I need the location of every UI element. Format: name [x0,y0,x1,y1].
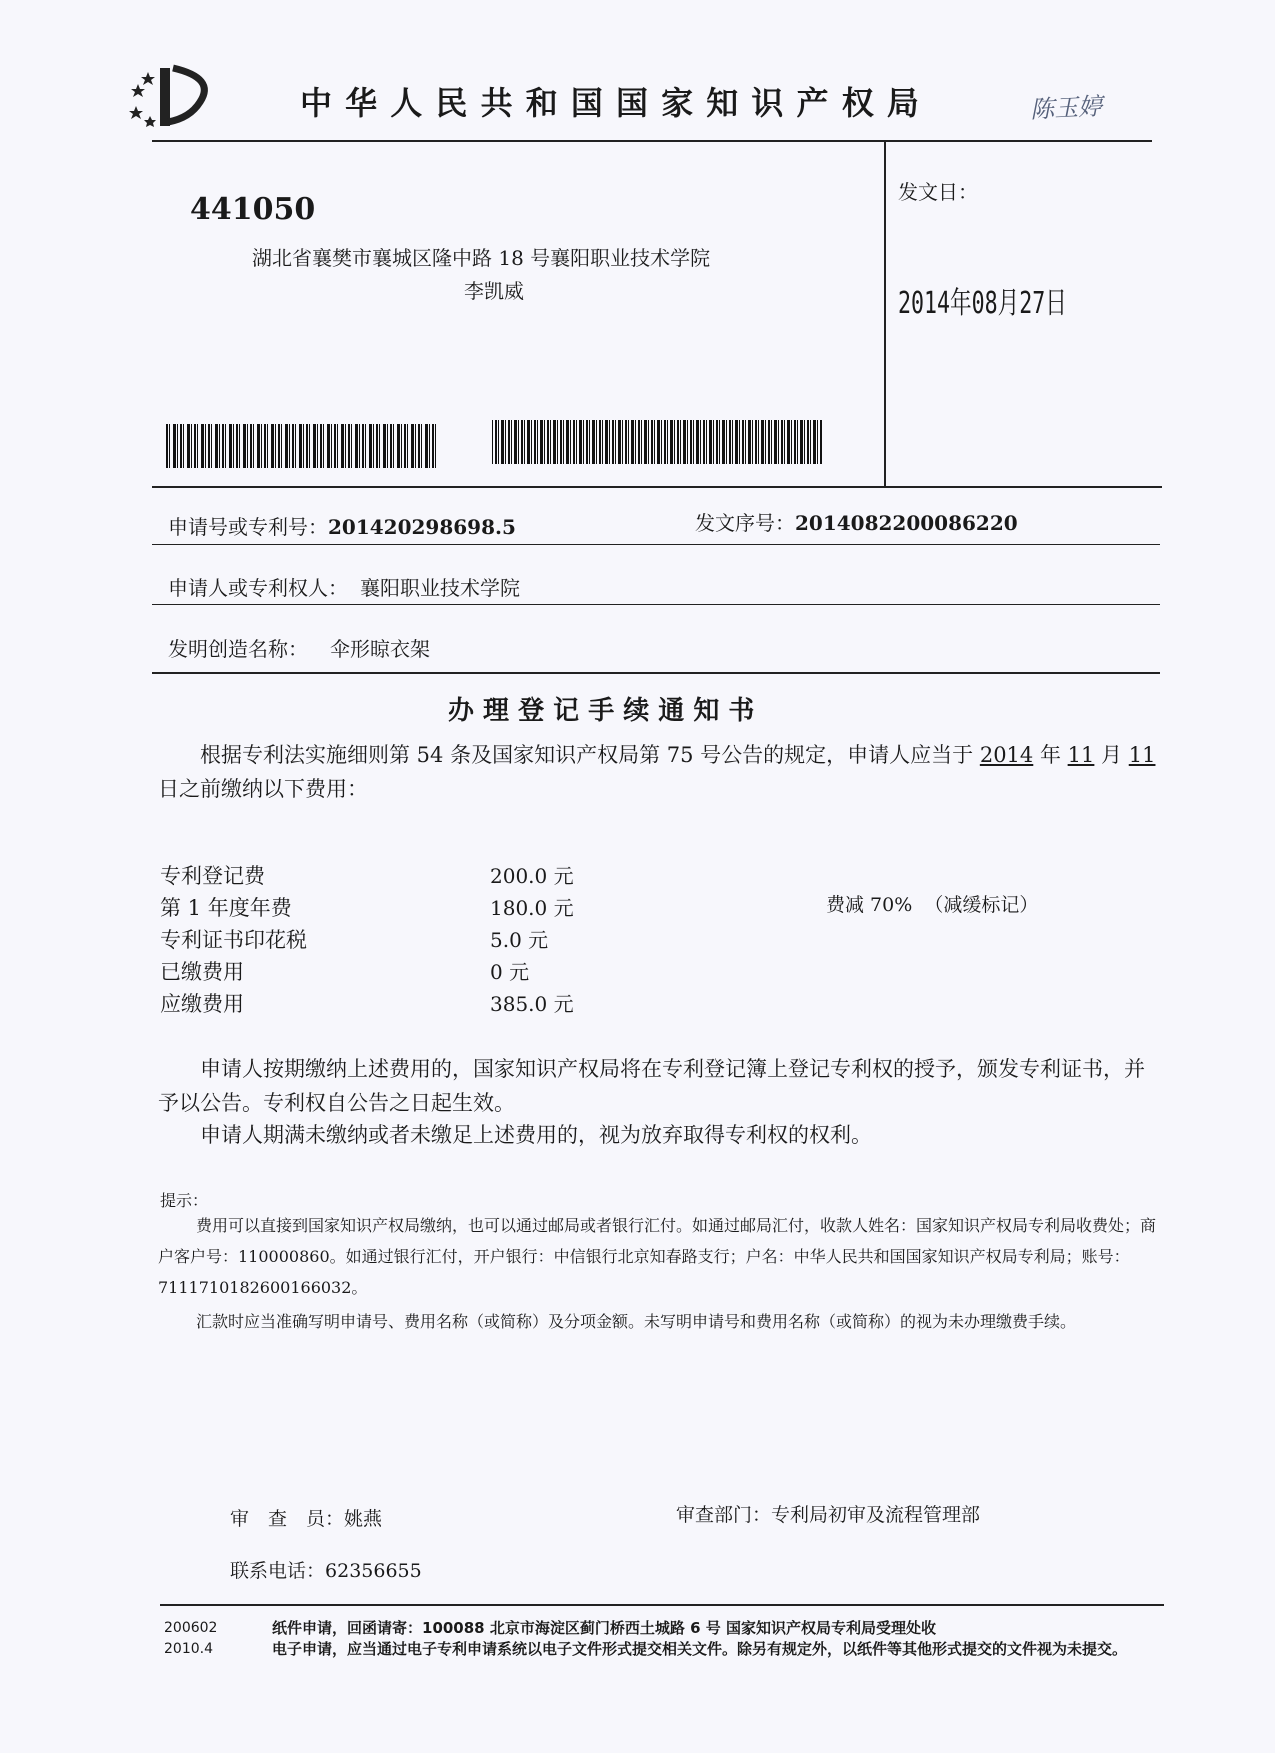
rule-info-1 [152,544,1160,545]
doc-serial: 2014082200086220 [795,511,1018,535]
applicant: 襄阳职业技术学院 [360,576,520,600]
recipient-name: 李凯威 [464,279,524,303]
mail-instructions: 纸件申请，回函请寄：100088 北京市海淀区蓟门桥西土城路 6 号 国家知识产权局专利局受理处收 [272,1619,936,1637]
intro-text-1: 根据专利法实施细则第 54 条及国家知识产权局第 75 号公告的规定，申请人应当于 [200,743,980,767]
phone-number: 62356655 [325,1560,422,1582]
footer-rule [160,1604,1164,1606]
rule-info-2 [152,604,1160,605]
notice-title: 办 理 登 记 手 续 通 知 书 [448,696,755,726]
rule-above-info [152,486,1162,488]
fee-name: 应缴费用 [160,992,244,1016]
examiner-field [230,1504,382,1531]
department-label: 审查部门： [676,1504,772,1526]
applicant-field [168,572,520,601]
recipient-address: 湖北省襄樊市襄城区隆中路 18 号襄阳职业技术学院 [252,246,711,270]
form-code-2: 2010.4 [164,1641,213,1657]
doc-serial-label: 发文序号： [695,511,795,535]
invention-field [168,633,430,662]
rule-info-3 [152,672,1160,674]
fee-name: 专利登记费 [160,864,265,888]
doc-serial-field [695,507,1018,536]
invention-name: 伞形晾衣架 [330,637,430,661]
payment-tip: 费用可以直接到国家知识产权局缴纳，也可以通过邮局或者银行汇付。如通过邮局汇付，收款人姓名：国家知识产权局专利局收费处；商户客户号：110000860。如通过银行汇付，开户银行：中信银行北京知春路支行；户名：中华人民共和国国家知识产权局专利局；账号：7111710182600166032。 [158,1216,1157,1297]
application-no: 201420298698.5 [328,515,516,539]
cnipa-logo [128,60,220,130]
remittance-tip: 汇款时应当准确写明申请号、费用名称（或简称）及分项金额。未写明申请号和费用名称（或简称）的视为未办理缴费手续。 [196,1312,1077,1331]
department-name: 专利局初审及流程管理部 [771,1504,981,1526]
fee-amount: 180.0 元 [490,896,574,920]
fee-amount: 0 元 [490,960,530,984]
fee-name: 第 1 年度年费 [160,896,292,920]
fee-amount: 385.0 元 [490,992,574,1016]
application-no-field [168,511,516,540]
electronic-instructions: 电子申请，应当通过电子专利申请系统以电子文件形式提交相关文件。除另有规定外，以纸件等其他形式提交的文件视为未提交。 [272,1640,1128,1658]
year-char: 年 [1033,743,1068,767]
deadline-day: 11 [1128,743,1156,767]
phone-field [230,1556,422,1583]
examiner-name: 姚燕 [344,1508,383,1530]
deadline-year: 2014 [979,743,1034,767]
barcode-1 [166,424,436,468]
forfeit-paragraph: 申请人期满未缴纳或者未缴足上述费用的，视为放弃取得专利权的权利。 [200,1123,872,1147]
barcode-2 [492,420,822,464]
intro-text-2: 日之前缴纳以下费用： [158,777,368,801]
postal-code: 441050 [190,192,316,227]
issue-date: 2014年08月27日 [898,286,1067,321]
handwritten-note: 陈玉婷 [1029,92,1103,124]
fee-name: 已缴费用 [160,960,244,984]
fee-amount: 200.0 元 [490,864,574,888]
examiner-label: 审 查 员： [230,1508,345,1530]
fee-reduction-note: 费减 70% （减缓标记） [826,894,1039,916]
tips-label: 提示： [160,1191,209,1210]
fee-amount: 5.0 元 [490,928,549,952]
month-char: 月 [1094,743,1129,767]
department-field [676,1500,980,1527]
fee-name: 专利证书印花税 [160,928,307,952]
date-box-divider [884,140,886,486]
applicant-label: 申请人或专利权人： [168,576,348,600]
office-name: 中 华 人 民 共 和 国 国 家 知 识 产 权 局 [300,84,920,122]
deadline-month: 11 [1067,743,1095,767]
intro-paragraph [158,738,1163,806]
grant-paragraph: 申请人按期缴纳上述费用的，国家知识产权局将在专利登记簿上登记专利权的授予，颁发专利证书，并予以公告。专利权自公告之日起生效。 [158,1057,1145,1115]
application-no-label: 申请号或专利号： [168,515,328,539]
phone-label: 联系电话： [230,1560,326,1582]
form-code-1: 200602 [164,1620,218,1636]
invention-label: 发明创造名称： [168,637,308,661]
header-rule [152,140,1152,142]
issue-date-label: 发文日： [898,180,978,204]
